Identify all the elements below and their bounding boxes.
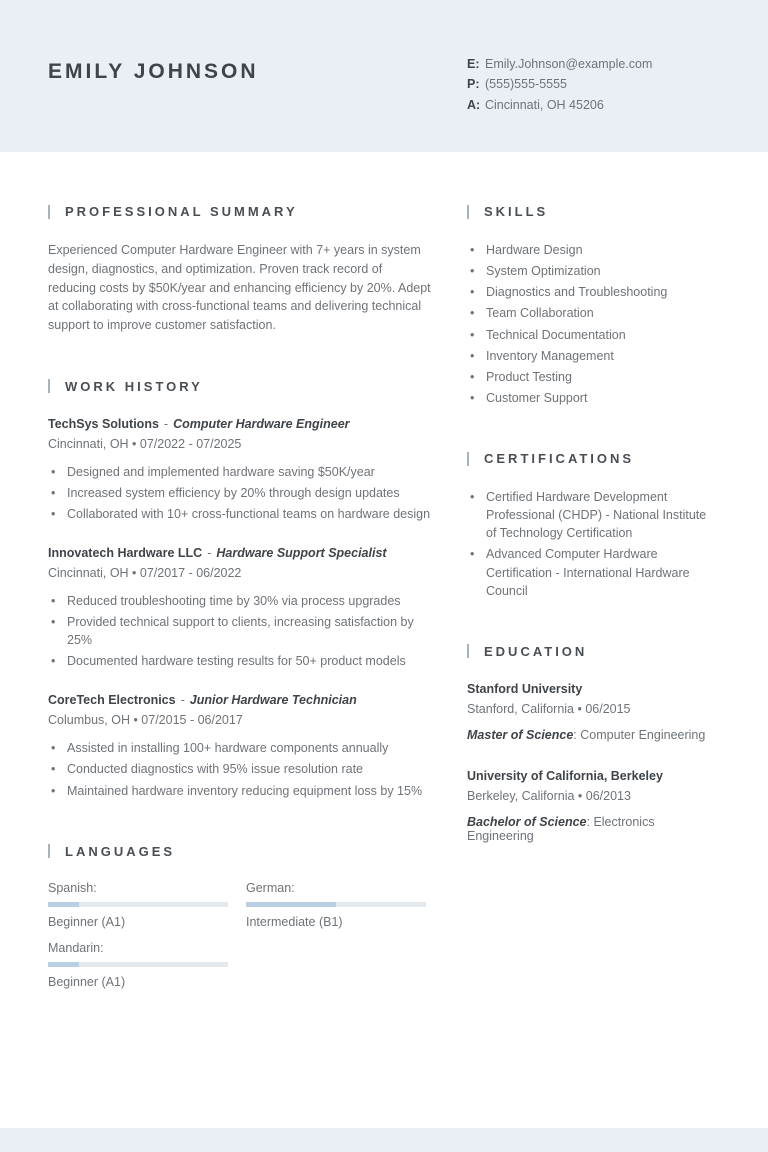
section-title-certifications: [467, 451, 720, 466]
degree-field: : Computer Engineering: [573, 727, 706, 742]
language-item: [48, 941, 228, 989]
language-level: Intermediate (B1): [246, 914, 343, 929]
section-professional-summary: [48, 204, 432, 335]
section-education: [467, 644, 720, 843]
job-separator: -: [163, 416, 169, 431]
language-level: Beginner (A1): [48, 914, 126, 929]
section-title-education: [467, 644, 720, 659]
job-bullet: • Documented hardware testing results for 50+ product models: [48, 652, 432, 670]
skill-item: • Diagnostics and Troubleshooting: [467, 283, 720, 301]
contact-phone-row: [467, 76, 720, 92]
job-separator: -: [180, 693, 185, 708]
skill-item: • Team Collaboration: [467, 304, 720, 322]
contact-email-value: Emily.Johnson@example.com: [485, 57, 653, 71]
section-title-work-history: [48, 379, 432, 394]
job-entry: [48, 692, 432, 799]
school-name: Stanford University: [467, 681, 583, 696]
language-name: Spanish:: [48, 880, 97, 895]
job-role: Hardware Support Specialist: [216, 546, 387, 560]
certification-item: • Certified Hardware Development Professional (CHDP) - National Institute of Technology Certification: [467, 488, 720, 542]
job-bullet: • Conducted diagnostics with 95% issue resolution rate: [48, 760, 432, 778]
degree-name: Bachelor of Science: [467, 814, 587, 829]
job-bullet: • Reduced troubleshooting time by 30% via process upgrades: [48, 592, 432, 610]
education-entry: [467, 768, 720, 843]
language-item: [48, 881, 228, 929]
job-separator: -: [207, 546, 212, 560]
job-meta: Columbus, OH • 07/2015 - 06/2017: [48, 713, 243, 728]
section-marker-icon: [48, 844, 50, 858]
degree-line: [467, 728, 720, 742]
language-name: Mandarin:: [48, 940, 104, 955]
degree-name: Master of Science: [467, 727, 574, 742]
languages-grid: [48, 881, 432, 989]
right-column: [467, 204, 720, 1033]
language-item: [246, 881, 426, 929]
job-entry: [48, 416, 432, 523]
job-entry: [48, 545, 432, 670]
job-title-line: [48, 545, 432, 562]
section-title-text: SKILLS: [484, 204, 549, 219]
section-work-history: [48, 379, 432, 800]
section-title-text: LANGUAGES: [65, 843, 176, 859]
job-meta: Cincinnati, OH • 07/2017 - 06/2022: [48, 565, 242, 580]
job-title-line: [48, 416, 432, 433]
skill-item: • System Optimization: [467, 262, 720, 280]
language-progress-fill: [246, 902, 336, 907]
job-bullet: • Increased system efficiency by 20% through design updates: [48, 484, 432, 502]
section-title-skills: [467, 204, 720, 219]
section-title-text: PROFESSIONAL SUMMARY: [65, 204, 298, 219]
language-progress-track: [48, 962, 228, 967]
section-marker-icon: [467, 452, 469, 466]
school-name: University of California, Berkeley: [467, 768, 663, 783]
contact-email-label: E:: [467, 57, 480, 71]
job-bullet: • Maintained hardware inventory reducing equipment loss by 15%: [48, 782, 432, 800]
job-company: Innovatech Hardware LLC: [48, 546, 203, 560]
footer-band: [0, 1128, 768, 1152]
certifications-list: [467, 488, 720, 600]
section-title-text: CERTIFICATIONS: [484, 451, 635, 466]
contact-phone-value: (555)555-5555: [485, 77, 568, 92]
language-level: Beginner (A1): [48, 974, 126, 989]
section-title-text: EDUCATION: [484, 643, 588, 659]
section-certifications: [467, 451, 720, 600]
section-title-text: WORK HISTORY: [65, 378, 203, 394]
degree-line: [467, 815, 720, 843]
job-bullet: • Designed and implemented hardware saving $50K/year: [48, 463, 432, 481]
job-bullets: [48, 463, 432, 523]
contact-address-row: [467, 97, 720, 113]
contact-phone-label: P:: [467, 77, 480, 92]
main-columns: [0, 152, 768, 1033]
language-name: German:: [246, 880, 295, 895]
language-progress-fill: [48, 962, 79, 967]
skill-item: • Product Testing: [467, 368, 720, 386]
education-meta: Berkeley, California • 06/2013: [467, 788, 631, 803]
job-bullets: [48, 739, 432, 799]
job-bullet: • Collaborated with 10+ cross-functional teams on hardware design: [48, 505, 432, 523]
job-role: Junior Hardware Technician: [189, 693, 357, 708]
degree-field: : Electronics Engineering: [467, 814, 655, 843]
contact-block: [467, 56, 720, 113]
section-marker-icon: [467, 205, 469, 219]
contact-email-row: [467, 56, 720, 72]
job-role: Computer Hardware Engineer: [173, 416, 350, 431]
section-skills: [467, 204, 720, 407]
job-bullets: [48, 592, 432, 671]
skill-item: • Hardware Design: [467, 241, 720, 259]
certification-item: • Advanced Computer Hardware Certification - International Hardware Council: [467, 545, 720, 599]
job-bullet: • Provided technical support to clients, increasing satisfaction by 25%: [48, 613, 432, 649]
job-company: TechSys Solutions: [48, 416, 159, 431]
left-column: [48, 204, 432, 1033]
skills-list: [467, 241, 720, 407]
section-marker-icon: [467, 644, 469, 658]
job-bullet: • Assisted in installing 100+ hardware components annually: [48, 739, 432, 757]
section-languages: [48, 844, 432, 989]
section-title-languages: [48, 844, 432, 859]
education-entry: [467, 681, 720, 742]
job-title-line: [48, 692, 432, 709]
language-progress-track: [48, 902, 228, 907]
education-meta: Stanford, California • 06/2015: [467, 701, 631, 716]
contact-address-label: A:: [467, 97, 481, 112]
summary-text: Experienced Computer Hardware Engineer with 7+ years in system design, diagnostics, and optimization. Proven track record of reducing costs by $50K/year and enhancing efficiency by 20%. Adept at collaborating with cross-functional teams and delivering technical support to improve customer satisfaction.: [48, 243, 431, 332]
section-marker-icon: [48, 379, 50, 393]
language-progress-track: [246, 902, 426, 907]
section-marker-icon: [48, 205, 50, 219]
contact-address-value: Cincinnati, OH 45206: [485, 97, 604, 112]
candidate-name: EMILY JOHNSON: [48, 60, 259, 83]
skill-item: • Inventory Management: [467, 347, 720, 365]
job-company: CoreTech Electronics: [48, 693, 176, 708]
header-band: [0, 0, 768, 152]
language-progress-fill: [48, 902, 79, 907]
section-title-summary: [48, 204, 432, 219]
skill-item: • Customer Support: [467, 389, 720, 407]
job-meta: Cincinnati, OH • 07/2022 - 07/2025: [48, 436, 242, 451]
skill-item: • Technical Documentation: [467, 326, 720, 344]
